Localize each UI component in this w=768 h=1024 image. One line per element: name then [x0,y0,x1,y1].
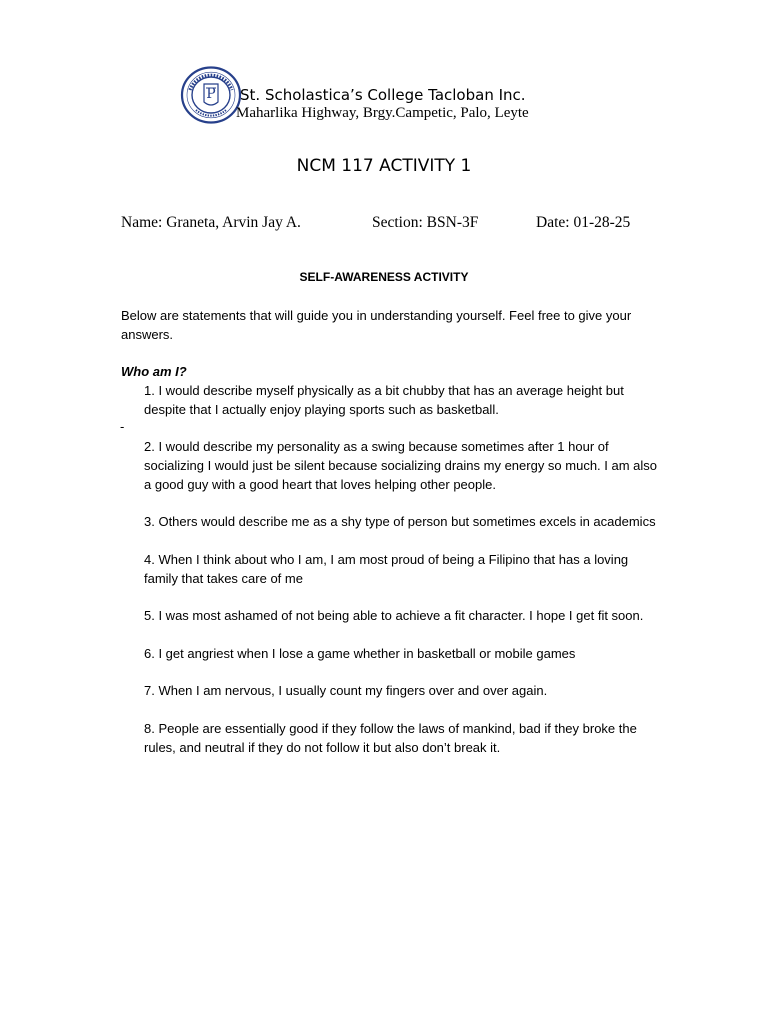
dash-marker: - [120,419,125,434]
letterhead [180,66,600,126]
answer-item-5: 5. I was most ashamed of not being able to achieve a fit character. I hope I get fit soon. [144,608,644,623]
school-name: St. Scholastica’s College Tacloban Inc. [240,86,526,104]
answer-item-7: 7. When I am nervous, I usually count my fingers over and over again. [144,683,548,698]
svg-text:P: P [206,86,216,102]
who-am-i-heading: Who am I? [121,364,187,379]
student-name: Name: Graneta, Arvin Jay A. [121,214,301,231]
answer-item-6: 6. I get angriest when I lose a game whether in basketball or mobile games [144,646,576,661]
school-address: Maharlika Highway, Brgy.Campetic, Palo, Leyte [236,105,529,121]
intro-paragraph: Below are statements that will guide you in understanding yourself. Feel free to give your answers. [121,308,632,342]
answer-item-8: 8. People are essentially good if they follow the laws of mankind, bad if they broke the rules, and neutral if they do not follow it but also don’t break it. [144,721,637,755]
activity-title: NCM 117 ACTIVITY 1 [296,156,472,176]
answer-item-1: 1. I would describe myself physically as a bit chubby that has an average height but despite that I actually enjoy playing sports such as basketball. [144,383,624,417]
student-section: Section: BSN-3F [372,214,479,231]
section-title: SELF-AWARENESS ACTIVITY [299,270,469,284]
school-seal-logo [180,66,242,124]
activity-date: Date: 01-28-25 [536,214,631,231]
answer-item-4: 4. When I think about who I am, I am most proud of being a Filipino that has a loving family that takes care of me [144,552,629,586]
answer-item-3: 3. Others would describe me as a shy type of person but sometimes excels in academics [144,514,656,529]
answer-item-2: 2. I would describe my personality as a swing because sometimes after 1 hour of socializing I would just be silent because socializing drains my energy so much. I am also a good guy with a good heart that loves helping other people. [144,439,658,492]
